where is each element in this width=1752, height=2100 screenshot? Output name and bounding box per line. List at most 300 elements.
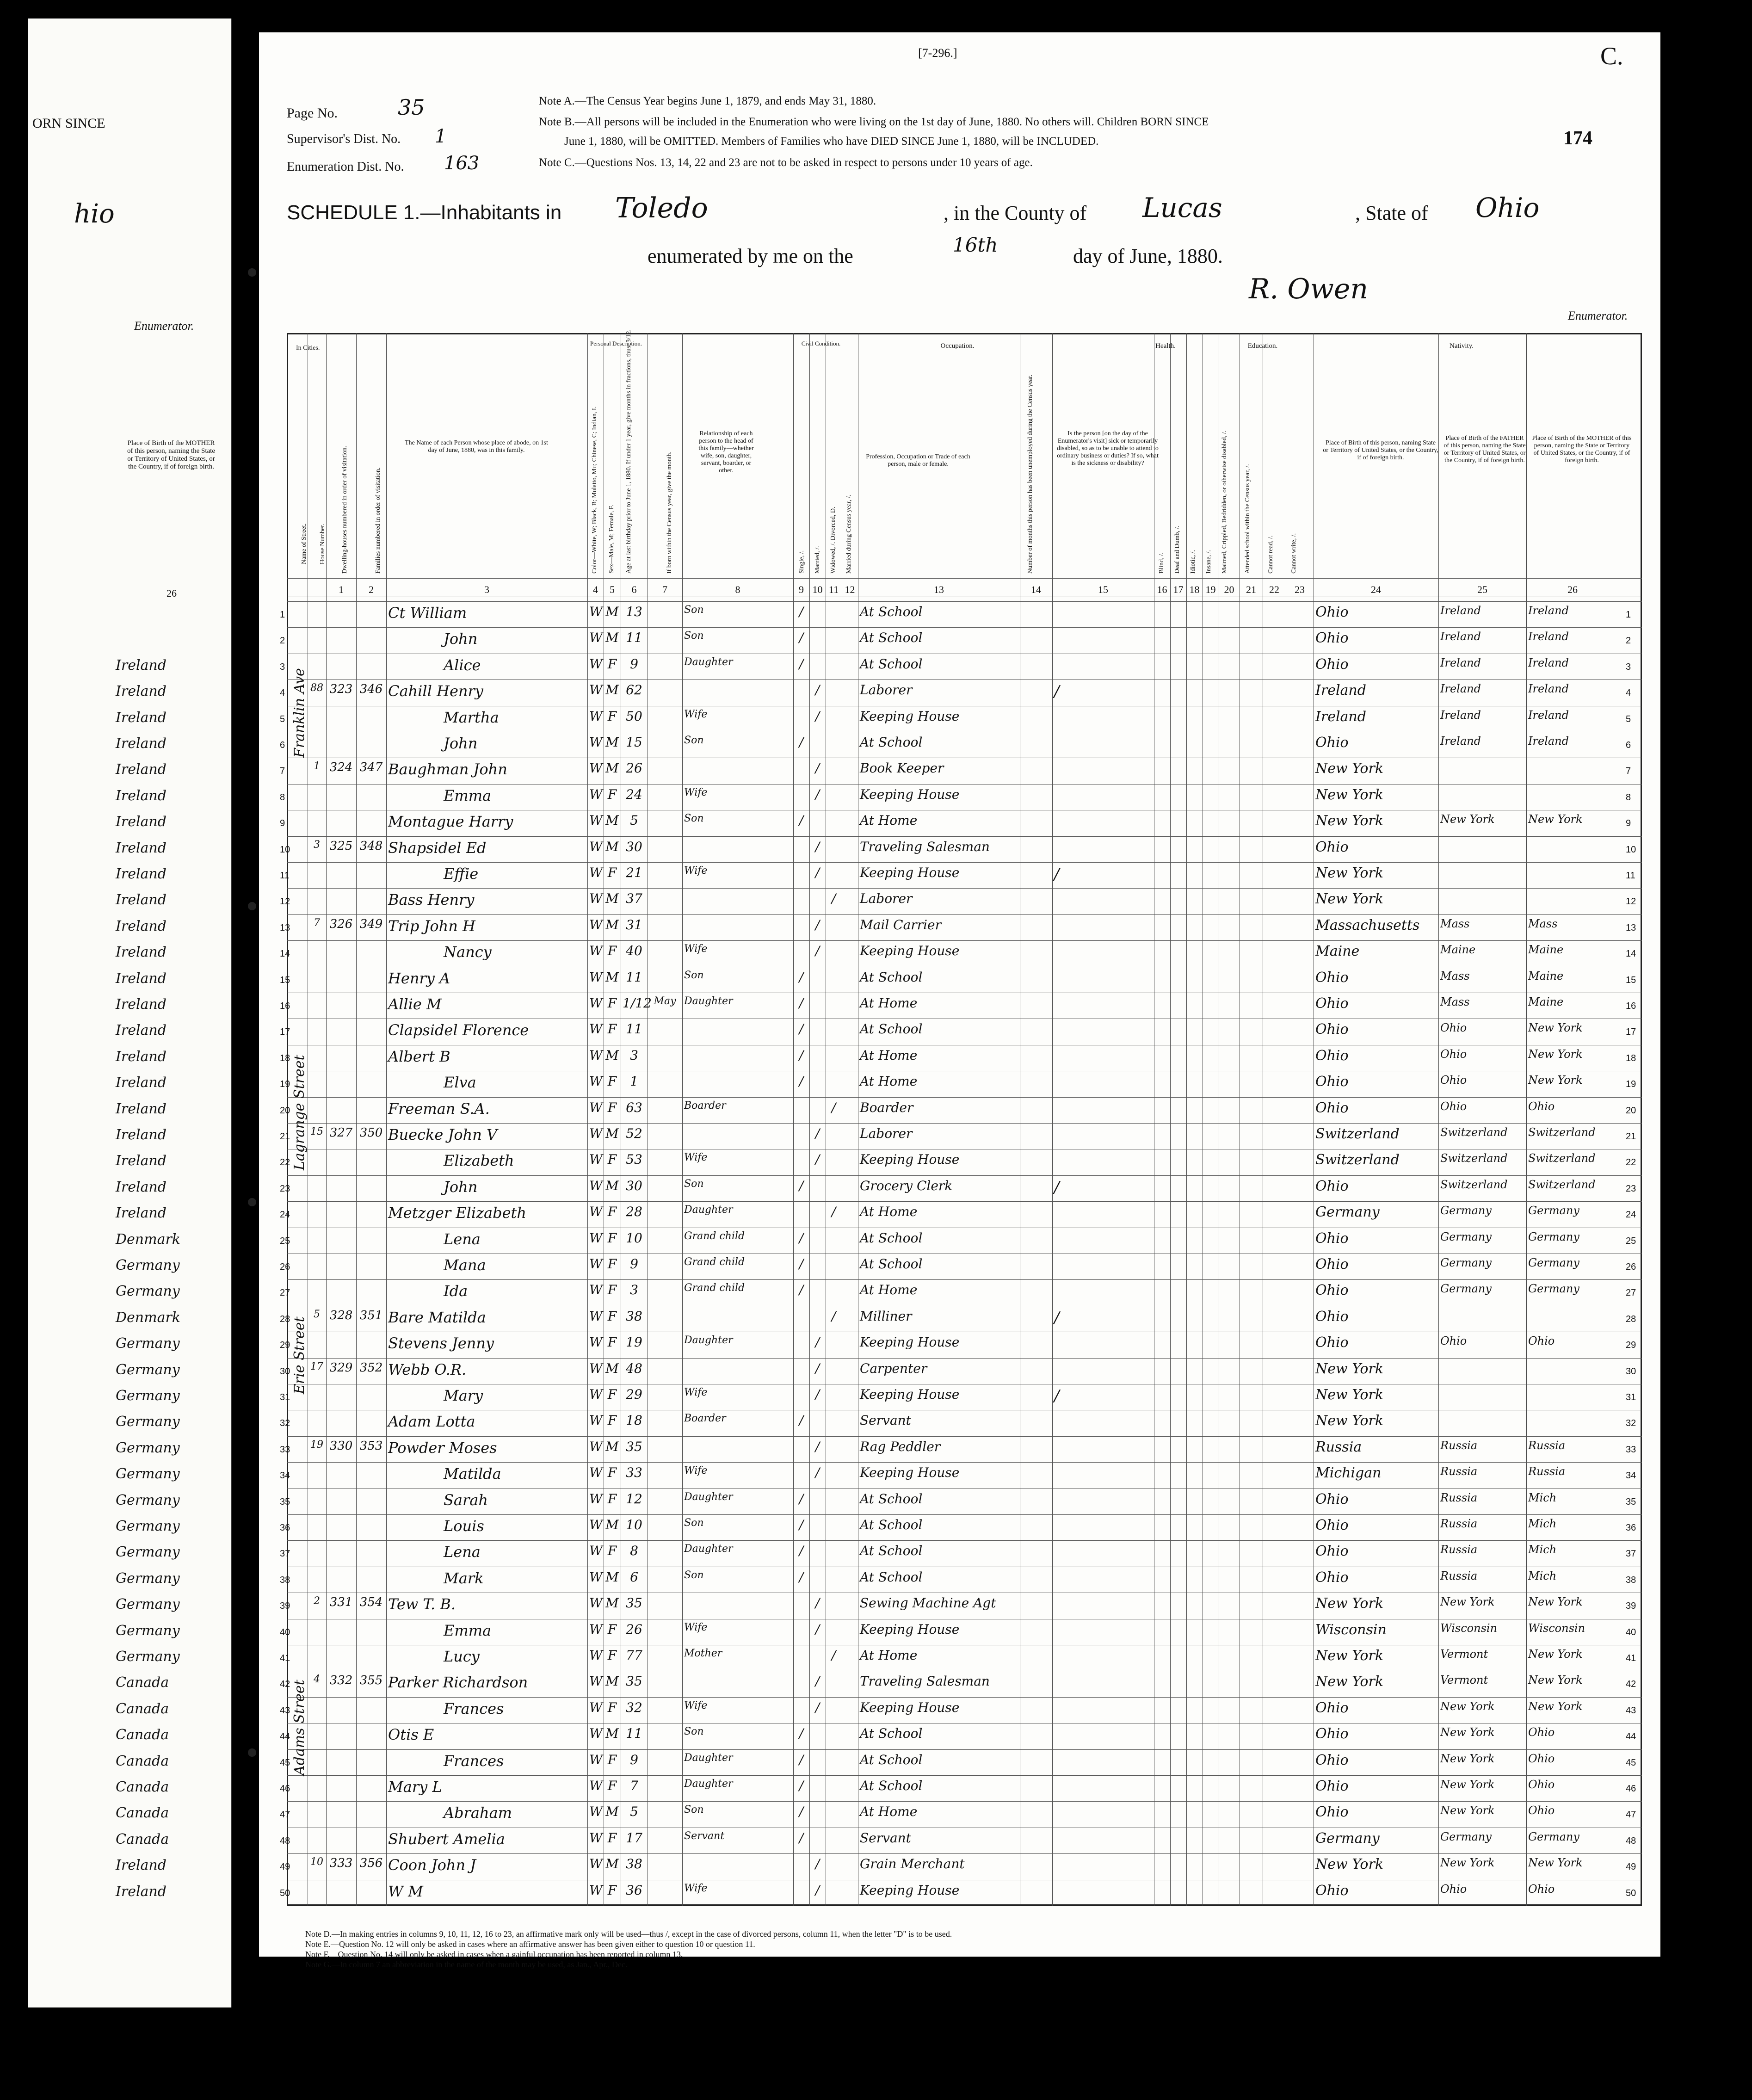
row-number-left: 30 bbox=[280, 1366, 290, 1377]
relationship-cell: Wife bbox=[684, 1882, 708, 1894]
father-birthplace-cell: Germany bbox=[1440, 1256, 1492, 1269]
birth-month-cell: May bbox=[654, 995, 676, 1007]
row-number-right: 19 bbox=[1626, 1079, 1636, 1090]
row-number-left: 40 bbox=[280, 1627, 290, 1637]
birthplace-cell: Switzerland bbox=[1315, 1126, 1400, 1142]
sex-cell: F bbox=[607, 786, 617, 802]
name-cell: Adam Lotta bbox=[388, 1413, 475, 1431]
place-value: Toledo bbox=[615, 192, 708, 224]
row-rule bbox=[287, 627, 1642, 628]
row-number-right: 50 bbox=[1626, 1888, 1636, 1898]
color-cell: W bbox=[589, 604, 603, 619]
color-cell: W bbox=[589, 1387, 603, 1402]
occupation-cell: Keeping House bbox=[860, 1152, 960, 1167]
row-number-right: 9 bbox=[1626, 818, 1631, 829]
row-rule bbox=[287, 1775, 1642, 1776]
mother-birthplace-cell: Ireland bbox=[1528, 656, 1569, 669]
sex-cell: F bbox=[607, 1282, 617, 1298]
sex-cell: F bbox=[607, 1491, 617, 1507]
relationship-cell: Boarder bbox=[684, 1413, 726, 1425]
state-value: Ohio bbox=[1475, 192, 1540, 223]
page-no-label: Page No. bbox=[287, 105, 338, 121]
left-page-entry: Ireland bbox=[116, 814, 167, 830]
row-number-right: 14 bbox=[1626, 949, 1636, 959]
father-birthplace-cell: Ohio bbox=[1440, 1074, 1467, 1087]
birthplace-cell: New York bbox=[1315, 891, 1383, 908]
left-page-entry: Ireland bbox=[116, 944, 167, 961]
occupation-cell: Servant bbox=[860, 1830, 911, 1846]
relationship-cell: Grand child bbox=[684, 1256, 745, 1268]
row-rule bbox=[287, 836, 1642, 837]
family-number-cell: 352 bbox=[359, 1360, 383, 1375]
single-cell: / bbox=[799, 630, 804, 646]
occupation-cell: Keeping House bbox=[860, 1465, 960, 1481]
color-cell: W bbox=[589, 995, 603, 1011]
left-page-entry: Ireland bbox=[116, 1127, 167, 1143]
age-cell: 18 bbox=[626, 1413, 642, 1428]
name-cell: Sarah bbox=[444, 1491, 488, 1509]
father-birthplace-cell: Mass bbox=[1440, 995, 1470, 1008]
occupation-cell: At Home bbox=[860, 1648, 918, 1663]
row-rule bbox=[287, 914, 1642, 915]
age-cell: 37 bbox=[626, 891, 642, 907]
house-number-cell: 10 bbox=[310, 1856, 323, 1868]
color-cell: W bbox=[589, 917, 603, 933]
left-page-entry: Germany bbox=[116, 1492, 180, 1508]
row-number-left: 21 bbox=[280, 1131, 290, 1142]
binding-hole bbox=[248, 1748, 256, 1757]
married-cell: / bbox=[815, 708, 820, 724]
mother-birthplace-cell: New York bbox=[1528, 1856, 1583, 1870]
sex-cell: M bbox=[605, 630, 619, 646]
stamp-number: 174 bbox=[1563, 128, 1592, 149]
mother-birthplace-cell: Switzerland bbox=[1528, 1152, 1596, 1165]
column-number: 12 bbox=[845, 584, 855, 595]
mother-birthplace-cell: New York bbox=[1528, 1074, 1583, 1087]
father-birthplace-cell: Vermont bbox=[1440, 1674, 1488, 1687]
row-number-right: 8 bbox=[1626, 792, 1631, 803]
sex-cell: M bbox=[605, 917, 619, 933]
age-cell: 5 bbox=[630, 1804, 638, 1820]
row-number-left: 33 bbox=[280, 1444, 290, 1455]
mother-birthplace-cell: New York bbox=[1528, 1674, 1583, 1687]
age-cell: 77 bbox=[626, 1648, 642, 1663]
father-birthplace-cell: Russia bbox=[1440, 1465, 1478, 1478]
occupation-cell: At School bbox=[860, 1569, 923, 1585]
married-cell: / bbox=[815, 1621, 820, 1637]
row-number-right: 1 bbox=[1626, 610, 1631, 620]
row-rule bbox=[287, 1749, 1642, 1750]
sex-cell: M bbox=[605, 969, 619, 985]
left-page-entry: Canada bbox=[116, 1779, 169, 1795]
row-rule bbox=[287, 1097, 1642, 1098]
header-street: Name of Street. bbox=[301, 523, 308, 564]
name-cell: W M bbox=[388, 1882, 423, 1900]
age-cell: 35 bbox=[626, 1439, 642, 1454]
mother-birthplace-cell: Ohio bbox=[1528, 1334, 1555, 1348]
birthplace-cell: Ohio bbox=[1315, 1308, 1349, 1325]
color-cell: W bbox=[589, 865, 603, 880]
column-number: 21 bbox=[1246, 584, 1256, 595]
age-cell: 21 bbox=[626, 865, 642, 880]
color-cell: W bbox=[589, 1595, 603, 1611]
occupation-cell: At Home bbox=[860, 1047, 918, 1063]
left-col26-number: 26 bbox=[167, 587, 177, 599]
father-birthplace-cell: Vermont bbox=[1440, 1648, 1488, 1661]
column-rule bbox=[1186, 333, 1187, 1906]
birthplace-cell: Ohio bbox=[1315, 969, 1349, 986]
row-number-left: 31 bbox=[280, 1392, 290, 1402]
age-cell: 9 bbox=[630, 1256, 638, 1272]
header-personal: Personal Description. bbox=[590, 340, 642, 347]
row-number-right: 30 bbox=[1626, 1366, 1636, 1377]
color-cell: W bbox=[589, 656, 603, 672]
married-cell: / bbox=[815, 1439, 820, 1454]
relationship-cell: Daughter bbox=[684, 1334, 733, 1346]
widowed-cell: / bbox=[831, 1648, 836, 1663]
married-cell: / bbox=[815, 1387, 820, 1402]
sex-cell: F bbox=[607, 1387, 617, 1402]
row-number-left: 32 bbox=[280, 1418, 290, 1429]
header-col16: Blind, /. bbox=[1158, 552, 1165, 574]
left-page-entry: Canada bbox=[116, 1727, 169, 1743]
row-number-right: 44 bbox=[1626, 1731, 1636, 1742]
mother-birthplace-cell: Germany bbox=[1528, 1230, 1579, 1243]
birthplace-cell: Ohio bbox=[1315, 1256, 1349, 1272]
row-number-left: 14 bbox=[280, 949, 290, 959]
left-page-entry: Ireland bbox=[116, 1153, 167, 1169]
row-number-right: 40 bbox=[1626, 1627, 1636, 1637]
column-number: 19 bbox=[1205, 584, 1216, 595]
single-cell: / bbox=[799, 1752, 804, 1767]
column-rule bbox=[793, 333, 794, 1906]
mother-birthplace-cell: Ohio bbox=[1528, 1778, 1555, 1791]
birthplace-cell: Ohio bbox=[1315, 1778, 1349, 1794]
father-birthplace-cell: Ohio bbox=[1440, 1334, 1467, 1348]
row-rule bbox=[287, 1853, 1642, 1854]
row-number-left: 3 bbox=[280, 661, 285, 672]
left-page-entry: Germany bbox=[116, 1544, 180, 1561]
mother-birthplace-cell: New York bbox=[1528, 1047, 1583, 1061]
name-cell: Elizabeth bbox=[444, 1152, 514, 1170]
sex-cell: M bbox=[605, 1439, 619, 1454]
header-nativity: Nativity. bbox=[1450, 342, 1474, 350]
row-number-right: 16 bbox=[1626, 1001, 1636, 1011]
family-number-cell: 346 bbox=[359, 682, 383, 697]
sex-cell: M bbox=[605, 1517, 619, 1532]
mother-birthplace-cell: Maine bbox=[1528, 943, 1564, 957]
age-cell: 8 bbox=[630, 1543, 638, 1559]
age-cell: 36 bbox=[626, 1882, 642, 1898]
age-cell: 38 bbox=[626, 1856, 642, 1872]
birthplace-cell: New York bbox=[1315, 786, 1383, 803]
header-in-cities: In Cities. bbox=[296, 345, 320, 352]
row-number-left: 41 bbox=[280, 1653, 290, 1663]
birthplace-cell: New York bbox=[1315, 1387, 1383, 1403]
left-page-entry: Denmark bbox=[116, 1231, 180, 1248]
relationship-cell: Grand child bbox=[684, 1282, 745, 1294]
relationship-cell: Son bbox=[684, 1569, 704, 1581]
column-number: 17 bbox=[1173, 584, 1184, 595]
father-birthplace-cell: Wisconsin bbox=[1440, 1621, 1498, 1635]
name-cell: Freeman S.A. bbox=[388, 1099, 490, 1118]
married-cell: / bbox=[815, 1595, 820, 1611]
enumeration-label: Enumeration Dist. No. bbox=[287, 160, 404, 174]
father-birthplace-cell: Switzerland bbox=[1440, 1126, 1508, 1139]
supervisor-value: 1 bbox=[435, 126, 447, 147]
color-cell: W bbox=[589, 1674, 603, 1689]
dwelling-number-cell: 326 bbox=[329, 917, 353, 931]
color-cell: W bbox=[589, 1699, 603, 1715]
name-cell: Tew T. B. bbox=[388, 1595, 456, 1613]
age-cell: 24 bbox=[626, 786, 642, 802]
name-cell: Ct William bbox=[388, 604, 467, 622]
column-number: 15 bbox=[1098, 584, 1108, 595]
row-number-right: 17 bbox=[1626, 1027, 1636, 1038]
age-cell: 7 bbox=[630, 1778, 638, 1793]
header-rule bbox=[287, 578, 1642, 579]
father-birthplace-cell: Russia bbox=[1440, 1543, 1478, 1556]
widowed-cell: / bbox=[831, 891, 836, 907]
row-number-left: 24 bbox=[280, 1210, 290, 1220]
mother-birthplace-cell: Russia bbox=[1528, 1439, 1566, 1452]
occupation-cell: At School bbox=[860, 1256, 923, 1272]
birthplace-cell: Ohio bbox=[1315, 1569, 1349, 1586]
sex-cell: M bbox=[605, 813, 619, 828]
father-birthplace-cell: Ohio bbox=[1440, 1099, 1467, 1113]
column-number: 18 bbox=[1189, 584, 1200, 595]
color-cell: W bbox=[589, 1178, 603, 1193]
father-birthplace-cell: Ireland bbox=[1440, 682, 1481, 696]
name-cell: Allie M bbox=[388, 995, 442, 1013]
occupation-cell: Laborer bbox=[860, 1126, 913, 1141]
occupation-cell: Book Keeper bbox=[860, 760, 944, 776]
row-rule bbox=[287, 1175, 1642, 1176]
name-cell: Otis E bbox=[388, 1726, 434, 1744]
name-cell: Parker Richardson bbox=[388, 1674, 528, 1692]
father-birthplace-cell: Mass bbox=[1440, 969, 1470, 982]
relationship-cell: Daughter bbox=[684, 1204, 733, 1216]
color-cell: W bbox=[589, 1778, 603, 1793]
occupation-cell: At School bbox=[860, 1021, 923, 1037]
married-cell: / bbox=[815, 1126, 820, 1141]
married-cell: / bbox=[815, 839, 820, 854]
family-number-cell: 349 bbox=[359, 917, 383, 931]
relationship-cell: Daughter bbox=[684, 1752, 733, 1764]
row-number-left: 48 bbox=[280, 1835, 290, 1846]
father-birthplace-cell: Ohio bbox=[1440, 1882, 1467, 1896]
occupation-cell: At School bbox=[860, 1491, 923, 1507]
note-g: Note G.—In column 7 an abbreviation in the name of the month may be used, as Jan., Apr., Dec. bbox=[305, 1960, 628, 1969]
row-number-left: 11 bbox=[280, 871, 290, 881]
sex-cell: F bbox=[607, 943, 617, 959]
age-cell: 33 bbox=[626, 1465, 642, 1481]
sex-cell: F bbox=[607, 1648, 617, 1663]
column-rule bbox=[356, 333, 357, 1906]
birthplace-cell: Russia bbox=[1315, 1439, 1362, 1455]
occupation-cell: Carpenter bbox=[860, 1360, 927, 1376]
column-rule bbox=[809, 333, 810, 1906]
color-cell: W bbox=[589, 708, 603, 724]
row-number-right: 6 bbox=[1626, 740, 1631, 750]
name-cell: Emma bbox=[444, 1621, 492, 1639]
occupation-cell: At School bbox=[860, 1752, 923, 1767]
color-cell: W bbox=[589, 969, 603, 985]
name-cell: John bbox=[444, 630, 478, 648]
left-page-entry: Ireland bbox=[116, 1048, 167, 1065]
birthplace-cell: Wisconsin bbox=[1315, 1621, 1387, 1638]
left-page-entry: Germany bbox=[116, 1283, 180, 1300]
sex-cell: F bbox=[607, 1621, 617, 1637]
row-number-right: 26 bbox=[1626, 1262, 1636, 1272]
name-cell: Frances bbox=[444, 1699, 504, 1717]
sex-cell: M bbox=[605, 604, 619, 619]
supervisor-label: Supervisor's Dist. No. bbox=[287, 132, 401, 146]
house-number-cell: 88 bbox=[310, 682, 323, 694]
sex-cell: M bbox=[605, 1856, 619, 1872]
note-d: Note D.—In making entries in columns 9, 10, 11, 12, 16 to 23, an affirmative mark only will be used—thus /, except in the case of divorced persons, column 11, when the letter "D" is to be used. bbox=[305, 1929, 952, 1939]
row-number-right: 36 bbox=[1626, 1523, 1636, 1533]
row-number-left: 35 bbox=[280, 1496, 290, 1507]
row-number-right: 45 bbox=[1626, 1757, 1636, 1768]
row-number-left: 20 bbox=[280, 1105, 290, 1116]
row-number-left: 7 bbox=[280, 766, 285, 777]
mother-birthplace-cell: Mich bbox=[1528, 1569, 1557, 1582]
relationship-cell: Son bbox=[684, 1804, 704, 1816]
father-birthplace-cell: Ohio bbox=[1440, 1047, 1467, 1061]
row-number-left: 15 bbox=[280, 975, 290, 985]
relationship-cell: Wife bbox=[684, 786, 708, 798]
dwelling-number-cell: 325 bbox=[329, 839, 353, 853]
left-page-entry: Ireland bbox=[116, 735, 167, 752]
mother-birthplace-cell: Mich bbox=[1528, 1543, 1557, 1556]
single-cell: / bbox=[799, 735, 804, 750]
schedule-label: SCHEDULE 1.—Inhabitants in bbox=[287, 201, 562, 224]
row-number-left: 5 bbox=[280, 714, 285, 724]
age-cell: 50 bbox=[626, 708, 642, 724]
row-number-right: 23 bbox=[1626, 1183, 1636, 1194]
sex-cell: F bbox=[607, 865, 617, 880]
age-cell: 9 bbox=[630, 656, 638, 672]
header-col22: Cannot read, /. bbox=[1267, 535, 1274, 574]
age-cell: 26 bbox=[626, 1621, 642, 1637]
house-number-cell: 17 bbox=[310, 1360, 323, 1372]
color-cell: W bbox=[589, 1830, 603, 1846]
note-c: Note C.—Questions Nos. 13, 14, 22 and 23 are not to be asked in respect to persons under 10 years of age. bbox=[539, 156, 1033, 169]
name-cell: Lena bbox=[444, 1543, 481, 1561]
row-number-left: 28 bbox=[280, 1314, 290, 1324]
married-cell: / bbox=[815, 917, 820, 933]
relationship-cell: Wife bbox=[684, 1699, 708, 1711]
single-cell: / bbox=[799, 1021, 804, 1037]
left-page-entry: Ireland bbox=[116, 761, 167, 778]
relationship-cell: Grand child bbox=[684, 1230, 745, 1242]
occupation-cell: Keeping House bbox=[860, 943, 960, 959]
mother-birthplace-cell: Russia bbox=[1528, 1465, 1566, 1478]
family-number-cell: 348 bbox=[359, 839, 383, 853]
birthplace-cell: Ohio bbox=[1315, 735, 1349, 751]
row-number-right: 25 bbox=[1626, 1235, 1636, 1246]
column-number: 8 bbox=[735, 584, 740, 595]
binding-hole bbox=[248, 902, 256, 910]
row-number-left: 50 bbox=[280, 1888, 290, 1898]
married-cell: / bbox=[815, 1674, 820, 1689]
family-number-cell: 353 bbox=[359, 1439, 383, 1453]
row-number-right: 5 bbox=[1626, 714, 1631, 724]
mother-birthplace-cell: New York bbox=[1528, 1648, 1583, 1661]
name-cell: Mana bbox=[444, 1256, 486, 1274]
age-cell: 30 bbox=[626, 839, 642, 854]
occupation-cell: At Home bbox=[860, 1282, 918, 1298]
family-number-cell: 350 bbox=[359, 1126, 383, 1140]
mother-birthplace-cell: Ireland bbox=[1528, 630, 1569, 643]
house-number-cell: 4 bbox=[314, 1674, 320, 1686]
birthplace-cell: New York bbox=[1315, 1595, 1383, 1612]
row-number-left: 27 bbox=[280, 1288, 290, 1298]
age-cell: 53 bbox=[626, 1152, 642, 1167]
birthplace-cell: New York bbox=[1315, 1360, 1383, 1377]
day-value: 16th bbox=[953, 234, 998, 256]
color-cell: W bbox=[589, 1543, 603, 1559]
header-col24: Place of Birth of this person, naming State or Territory of United States, or the Country, if of foreign birth. bbox=[1323, 439, 1438, 461]
column-number: 14 bbox=[1031, 584, 1041, 595]
color-cell: W bbox=[589, 813, 603, 828]
row-number-right: 32 bbox=[1626, 1418, 1636, 1429]
father-birthplace-cell: New York bbox=[1440, 1752, 1495, 1765]
widowed-cell: / bbox=[831, 1099, 836, 1115]
birthplace-cell: Ohio bbox=[1315, 1491, 1349, 1507]
row-number-left: 49 bbox=[280, 1862, 290, 1872]
row-number-right: 33 bbox=[1626, 1444, 1636, 1455]
left-page-entry: Ireland bbox=[116, 787, 167, 804]
sex-cell: F bbox=[607, 995, 617, 1011]
sickness-cell: / bbox=[1054, 1387, 1060, 1405]
age-cell: 35 bbox=[626, 1674, 642, 1689]
note-f: Note F.—Question No. 14 will only be asked in cases when a gainful occupation has been reported in column 13. bbox=[305, 1950, 683, 1959]
column-number: 13 bbox=[934, 584, 944, 595]
column-rule bbox=[682, 333, 683, 1906]
column-rule bbox=[1052, 333, 1053, 1906]
header-health: Health. bbox=[1155, 342, 1176, 350]
house-number-cell: 15 bbox=[310, 1126, 323, 1137]
name-cell: Louis bbox=[444, 1517, 484, 1535]
row-number-left: 34 bbox=[280, 1470, 290, 1481]
mother-birthplace-cell: New York bbox=[1528, 1699, 1583, 1713]
relationship-cell: Son bbox=[684, 969, 704, 981]
occupation-cell: Laborer bbox=[860, 891, 913, 907]
sex-cell: F bbox=[607, 1334, 617, 1350]
relationship-cell: Servant bbox=[684, 1830, 725, 1842]
birthplace-cell: Maine bbox=[1315, 943, 1360, 960]
row-number-right: 18 bbox=[1626, 1053, 1636, 1063]
sex-cell: F bbox=[607, 1543, 617, 1559]
sex-cell: F bbox=[607, 1256, 617, 1272]
relationship-cell: Son bbox=[684, 813, 704, 825]
name-cell: Matilda bbox=[444, 1465, 501, 1483]
occupation-cell: Keeping House bbox=[860, 865, 960, 880]
father-birthplace-cell: Germany bbox=[1440, 1204, 1492, 1217]
mother-birthplace-cell: Ireland bbox=[1528, 604, 1569, 617]
occupation-cell: At Home bbox=[860, 1074, 918, 1089]
header-col21: Attended school within the Census year, /. bbox=[1244, 464, 1251, 574]
occupation-cell: Keeping House bbox=[860, 1387, 960, 1402]
sickness-cell: / bbox=[1054, 865, 1060, 883]
row-number-right: 48 bbox=[1626, 1835, 1636, 1846]
married-cell: / bbox=[815, 1152, 820, 1167]
married-cell: / bbox=[815, 943, 820, 959]
single-cell: / bbox=[799, 1047, 804, 1063]
age-cell: 1 bbox=[630, 1074, 638, 1089]
